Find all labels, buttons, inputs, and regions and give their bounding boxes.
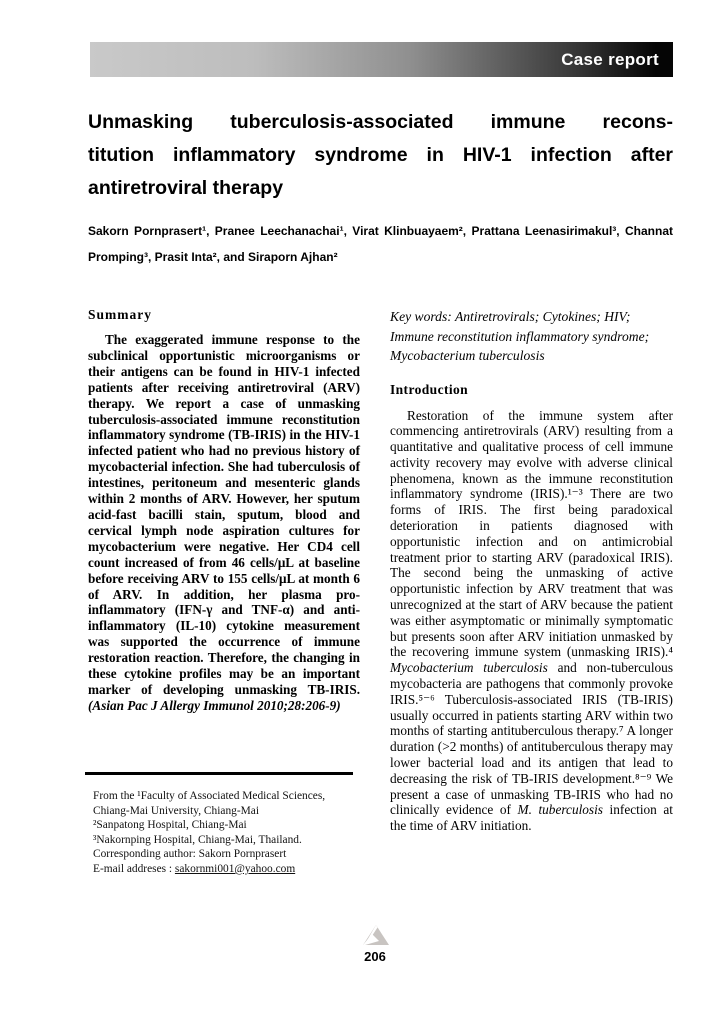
summary-paragraph: [88, 332, 360, 714]
title-line: antiretroviral therapy: [88, 177, 284, 199]
summary-text: The exaggerated immune response to the subclinical opportunistic microorganisms or their antigens can be found in HIV-1 infected patients after receiving antiretroviral (ARV) therapy. We report a case of unmasking tuberculosis-associated immune reconstitution inflammatory syndrome (TB-IRIS) in the HIV-1 infected patient who had no previous history of mycobacterial infection. She had tuberculosis of intestines, peritoneum and mesenteric glands within 2 months of ARV. However, her sputum acid-fast bacilli stain, sputum, blood and cervical lymph node aspiration cultures for mycobacterium were negative. Her CD4 cell count increased of from 46 cells/μL at baseline before receiving ARV to 155 cells/μL at month 6 of ARV. In addition, her plasma pro-inflammatory (IFN-γ and TNF-α) and anti-inflammatory (IL-10) cytokine measurement was supported the occurrence of immune restoration reaction. Therefore, the changing in these cytokine profiles may be an important marker of developing unmasking TB-IRIS.: [88, 332, 360, 697]
journal-logo-icon: [363, 925, 389, 945]
footnote-line: Chiang-Mai University, Chiang-Mai: [93, 804, 259, 817]
case-report-banner: [90, 42, 673, 77]
footnote-line: From the ¹Faculty of Associated Medical Sciences,: [93, 790, 326, 802]
author-list: Sakorn Pornprasert¹, Pranee Leechanachai¹, Virat Klinbuayaem², Prattana Leenasirimakul³, Channat Promping³, Prasit Inta², and Siraporn Ajhan²: [88, 224, 673, 264]
species-name: Mycobacterium tuberculosis: [390, 660, 548, 676]
intro-text: Restoration of the immune system after commencing antiretrovirals (ARV) resulting from a quantitative and qualitative process of cell immune activity recovery may evolve with adverse clinical phenomena, known as the immune reconstitution inflammatory syndrome (IRIS).¹⁻³ There are two forms of IRIS. The first being paradoxical deterioration in patients diagnosed with opportunistic infection and on antimicrobial treatment prior to starting ARV (paradoxical IRIS). The second being the unmasking of active opportunistic infection by ARV treatment that was unrecognized at the start of ARV because the patient was either asymptomatic or minimally symptomatic but presents soon after ARV initiation unmasked by the recovering immune system (unmasking IRIS).⁴: [390, 407, 673, 660]
intro-text: infection at the time of ARV initiation.: [390, 802, 673, 834]
keywords-label: Key words:: [390, 309, 452, 324]
email-link[interactable]: sakornmi001@yahoo.com: [174, 862, 296, 875]
summary-heading: Summary: [88, 307, 152, 322]
banner-label: Case report: [561, 49, 659, 69]
right-column: [390, 307, 673, 834]
intro-text: and non-tuberculous mycobacteria are pathogens that commonly provoke IRIS.⁵⁻⁶ Tuberculosis-associated IRIS (TB-IRIS) usually occurred in patients starting ARV within two months of starting antituberculous therapy.⁷ A longer duration (>2 months) of antituberculous therapy may lower bacterial load and its antigen that lead to decreasing the risk of TB-IRIS development.⁸⁻⁹ We present a case of unmasking TB-IRIS who had no clinically evidence of: [390, 660, 673, 818]
email-label: E-mail addreses :: [93, 862, 175, 875]
footnote-line: ³Nakornping Hospital, Chiang-Mai, Thailand.: [93, 833, 302, 846]
title-line: titution inflammatory syndrome in HIV-1 infection after: [88, 144, 673, 166]
introduction-heading: Introduction: [390, 381, 469, 397]
footnote-divider: [85, 772, 353, 775]
footnote-line: [93, 862, 365, 877]
article-title: [88, 106, 673, 205]
footnote-line: Corresponding author: Sakorn Pornprasert: [93, 848, 287, 861]
footnote-line: ²Sanpatong Hospital, Chiang-Mai: [93, 819, 247, 832]
page-number: 206: [364, 949, 386, 964]
species-name: M. tuberculosis: [517, 802, 603, 818]
affiliations-footnote: [93, 789, 365, 877]
left-column: [88, 307, 360, 714]
keywords-text: Antiretrovirals; Cytokines; HIV; Immune reconstitution inflammatory syndrome; Mycobacterium tuberculosis: [390, 309, 650, 363]
introduction-paragraph: [390, 408, 673, 835]
journal-citation: (Asian Pac J Allergy Immunol 2010;28:206-9): [88, 697, 341, 713]
title-line: Unmasking tuberculosis-associated immune recons-: [88, 111, 673, 133]
keywords-block: [390, 307, 673, 366]
